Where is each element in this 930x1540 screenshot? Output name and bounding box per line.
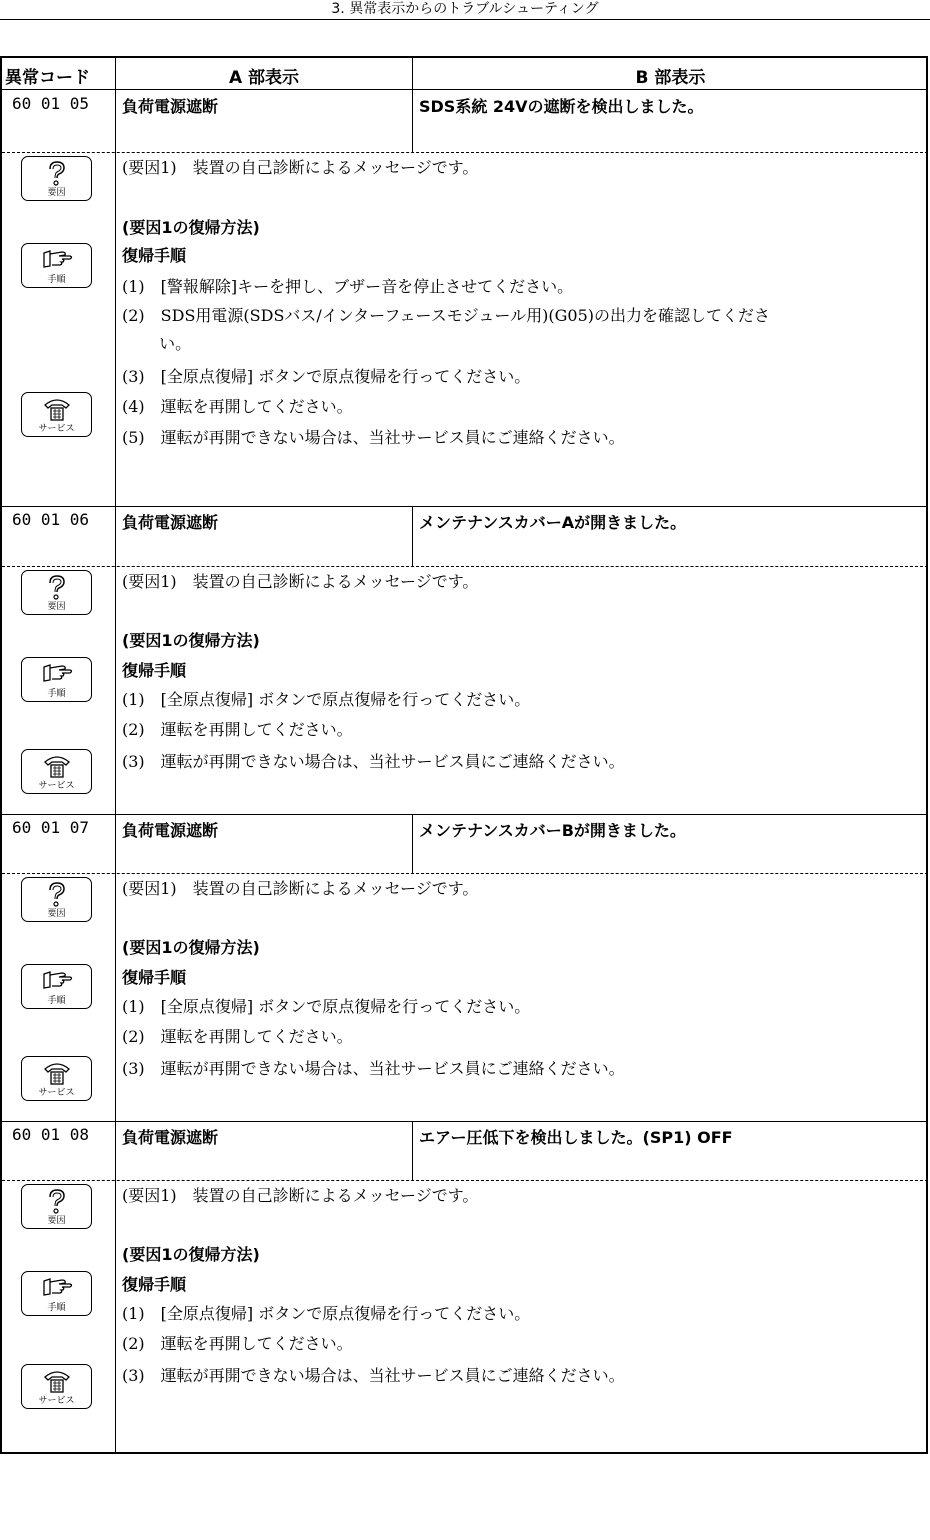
step: (2) 運転を再開してください。 [122,1334,353,1353]
error-code-table [0,56,928,1454]
cause-text: (要因1) 装置の自己診断によるメッセージです。 [122,572,479,591]
entry-separator [2,152,928,153]
icon-label: 手順 [47,689,66,699]
step: (2) 運転を再開してください。 [122,720,353,739]
icon-label: 要因 [47,909,66,919]
b-display: SDS系統 24Vの遮断を検出しました。 [419,97,704,116]
column-divider-entry3 [412,814,413,873]
cause-text: (要因1) 装置の自己診断によるメッセージです。 [122,1186,479,1205]
a-display: 負荷電源遮断 [122,1128,219,1147]
step: い。 [122,334,192,353]
icon-label: 手順 [47,275,66,285]
column-divider-left [115,58,116,1454]
entry-separator [2,1180,928,1181]
entry-separator [2,566,928,567]
cause-icon [21,570,92,615]
procedure-icon [21,964,92,1009]
b-display: エアー圧低下を検出しました。(SP1) OFF [419,1128,733,1147]
header-a-display: A 部表示 [228,68,300,88]
recovery-title: (要因1の復帰方法) [122,1245,260,1264]
recovery-title: (要因1の復帰方法) [122,218,260,237]
procedure-title: 復帰手順 [122,246,187,265]
icon-label: サービス [38,781,75,791]
service-phone-icon [21,1056,92,1101]
icon-label: 手順 [47,1303,66,1313]
column-divider-entry2 [412,506,413,566]
icon-label: サービス [38,1088,75,1098]
page-header: 3. 異常表示からのトラブルシューティング [0,0,930,20]
header-error-code: 異常コード [5,68,90,88]
cause-icon [21,1184,92,1229]
icon-label: 要因 [47,602,66,612]
step: (3) [全原点復帰] ボタンで原点復帰を行ってください。 [122,367,531,386]
procedure-icon [21,657,92,702]
icon-label: 要因 [47,1216,66,1226]
service-phone-icon [21,1364,92,1409]
step: (1) [警報解除]キーを押し、ブザー音を停止させてください。 [122,277,574,296]
entry-separator [2,873,928,874]
column-divider-entry1 [412,90,413,153]
cause-text: (要因1) 装置の自己診断によるメッセージです。 [122,879,479,898]
entry-border [2,814,928,815]
error-code: 60 01 08 [12,1125,90,1144]
icon-label: 要因 [47,188,66,198]
step: (3) 運転が再開できない場合は、当社サービス員にご連絡ください。 [122,1059,625,1078]
cause-icon [21,156,92,201]
table-header-row [2,58,928,90]
procedure-title: 復帰手順 [122,968,187,987]
header-b-display: B 部表示 [635,68,706,88]
step: (3) 運転が再開できない場合は、当社サービス員にご連絡ください。 [122,752,625,771]
service-phone-icon [21,392,92,437]
recovery-title: (要因1の復帰方法) [122,938,260,957]
cause-icon [21,877,92,922]
error-code: 60 01 06 [12,510,90,529]
icon-label: サービス [38,424,75,434]
step: (2) 運転を再開してください。 [122,1027,353,1046]
service-phone-icon [21,749,92,794]
step: (1) [全原点復帰] ボタンで原点復帰を行ってください。 [122,997,531,1016]
cause-text: (要因1) 装置の自己診断によるメッセージです。 [122,158,479,177]
error-code: 60 01 05 [12,94,90,113]
procedure-icon [21,243,92,288]
procedure-title: 復帰手順 [122,1275,187,1294]
icon-label: サービス [38,1396,75,1406]
step: (1) [全原点復帰] ボタンで原点復帰を行ってください。 [122,1304,531,1323]
b-display: メンテナンスカバーAが開きました。 [419,513,687,532]
column-divider-header [412,58,413,90]
column-divider-entry4 [412,1121,413,1180]
procedure-title: 復帰手順 [122,661,187,680]
a-display: 負荷電源遮断 [122,821,219,840]
step: (3) 運転が再開できない場合は、当社サービス員にご連絡ください。 [122,1366,625,1385]
a-display: 負荷電源遮断 [122,513,219,532]
icon-label: 手順 [47,996,66,1006]
procedure-icon [21,1271,92,1316]
step: (1) [全原点復帰] ボタンで原点復帰を行ってください。 [122,690,531,709]
a-display: 負荷電源遮断 [122,97,219,116]
b-display: メンテナンスカバーBが開きました。 [419,821,686,840]
entry-border [2,1121,928,1122]
step: (4) 運転を再開してください。 [122,397,353,416]
recovery-title: (要因1の復帰方法) [122,631,260,650]
step: (5) 運転が再開できない場合は、当社サービス員にご連絡ください。 [122,428,625,447]
entry-border [2,506,928,507]
step: (2) SDS用電源(SDSバス/インターフェースモジュール用)(G05)の出力を確認してくださ [122,306,770,325]
error-code: 60 01 07 [12,818,90,837]
